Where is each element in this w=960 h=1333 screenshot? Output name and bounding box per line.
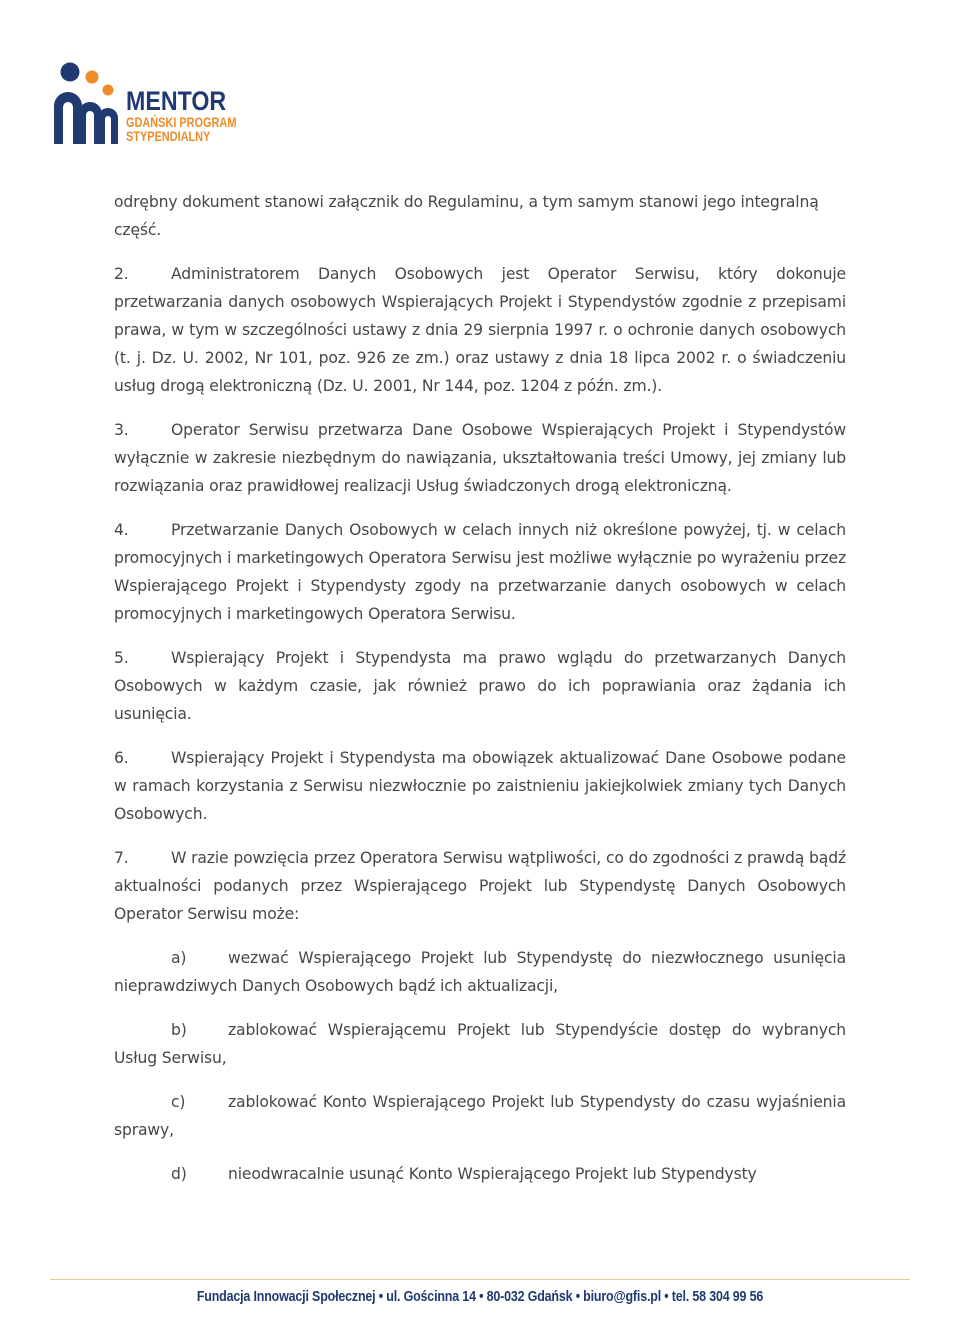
footer-divider <box>50 1279 910 1280</box>
item-number: 3. <box>114 421 129 439</box>
item-text: Administratorem Danych Osobowych jest Operator Serwisu, który dokonuje przetwarzania danych osobowych Wspierających Projekt i Stypendystów zgodnie z przepisami prawa, w tym w szczególności ustawy z dnia 29 sierpnia 1997 r. o ochronie danych osobowych (t. j. Dz. U. 2002, Nr 101, poz. 926 ze zm.) oraz ustawy z dnia 18 lipca 2002 r. o świadczeniu usług drogą elektroniczną (Dz. U. 2001, Nr 144, poz. 1204 z późn. zm.). <box>114 265 846 395</box>
logo-text <box>126 88 236 143</box>
list-item <box>114 260 846 400</box>
item-number: 7. <box>114 849 129 867</box>
item-text: W razie powzięcia przez Operatora Serwisu wątpliwości, co do zgodności z prawdą bądź aktualności podanych przez Wspierającego Projekt lub Stypendystę Danych Osobowych Operator Serwisu może: <box>114 849 846 923</box>
item-text: Przetwarzanie Danych Osobowych w celach innych niż określone powyżej, tj. w celach promocyjnych i marketingowych Operatora Serwisu jest możliwe wyłącznie po wyrażeniu przez Wspierającego Projekt i Stypendysty zgody na przetwarzanie danych osobowych w celach promocyjnych i marketingowych Operatora Serwisu. <box>114 521 846 623</box>
sub-item-letter: b) <box>171 1021 187 1039</box>
list-item <box>114 416 846 500</box>
list-item <box>114 744 846 828</box>
sub-item-text: zablokować Wspierającemu Projekt lub Stypendyście dostęp do wybranych Usług Serwisu, <box>114 1021 846 1067</box>
item-text: Operator Serwisu przetwarza Dane Osobowe Wspierających Projekt i Stypendystów wyłącznie w zakresie niezbędnym do nawiązania, ukształtowania treści Umowy, jej zmiany lub rozwiązania oraz prawidłowej realizacji Usług świadczonych drogą elektroniczną. <box>114 421 846 495</box>
list-item <box>114 844 846 928</box>
item-number: 5. <box>114 649 129 667</box>
item-text: Wspierający Projekt i Stypendysta ma obowiązek aktualizować Dane Osobowe podane w ramach korzystania z Serwisu niezwłocznie po zaistnieniu jakiejkolwiek zmiany tych Danych Osobowych. <box>114 749 846 823</box>
list-item <box>114 516 846 628</box>
sub-item-letter: d) <box>171 1165 187 1183</box>
sub-list-item <box>114 1016 846 1072</box>
logo-subtitle-line2: STYPENDIALNY <box>126 128 211 144</box>
sub-item-text: wezwać Wspierającego Projekt lub Stypendystę do niezwłocznego usunięcia nieprawdziwych Danych Osobowych bądź ich aktualizacji, <box>114 949 846 995</box>
footer-contact: Fundacja Innowacji Społecznej • ul. Gościnna 14 • 80-032 Gdańsk • biuro@gfis.pl • tel. 58 304 99 56 <box>196 1289 764 1305</box>
mentor-logo-mark-icon <box>52 62 122 146</box>
item-text: Wspierający Projekt i Stypendysta ma prawo wglądu do przetwarzanych Danych Osobowych w każdym czasie, jak również prawo do ich poprawiania oraz żądania ich usunięcia. <box>114 649 846 723</box>
sub-list-item <box>114 944 846 1000</box>
sub-item-letter: c) <box>171 1093 186 1111</box>
logo-subtitle-line1: GDAŃSKI PROGRAM <box>126 114 237 130</box>
document-body <box>114 188 846 1188</box>
sub-list-item <box>114 1088 846 1144</box>
intro-paragraph: odrębny dokument stanowi załącznik do Regulaminu, a tym samym stanowi jego integralną część. <box>114 193 819 239</box>
sub-list-item <box>114 1160 846 1188</box>
sub-item-text: nieodwracalnie usunąć Konto Wspierającego Projekt lub Stypendysty <box>228 1165 757 1183</box>
item-number: 2. <box>114 265 129 283</box>
sub-item-text: zablokować Konto Wspierającego Projekt lub Stypendysty do czasu wyjaśnienia sprawy, <box>114 1093 846 1139</box>
list-item <box>114 644 846 728</box>
logo-title: MENTOR <box>126 86 227 116</box>
item-number: 6. <box>114 749 129 767</box>
sub-item-letter: a) <box>171 949 187 967</box>
item-number: 4. <box>114 521 129 539</box>
